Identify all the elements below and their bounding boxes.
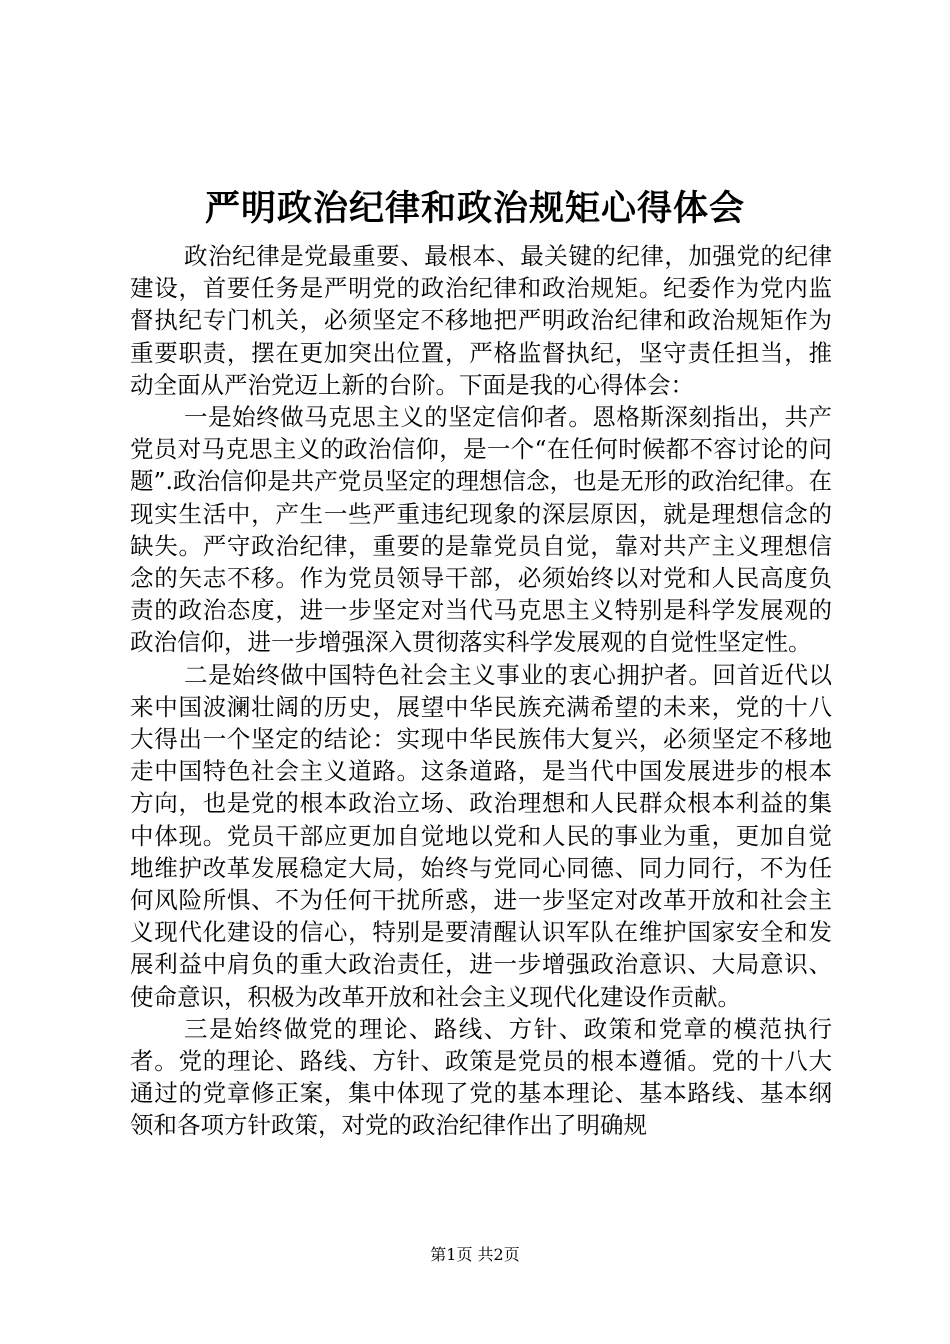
- document-body: [130, 240, 832, 1142]
- paragraph-point-one: 一是始终做马克思主义的坚定信仰者。恩格斯深刻指出，共产党员对马克思主义的政治信仰，是一个“在任何时候都不容讨论的问题”.政治信仰是共产党员坚定的理想信念，也是无形的政治纪律。在现实生活中，产生一些严重违纪现象的深层原因，就是理想信念的缺失。严守政治纪律，重要的是靠党员自觉，靠对共产主义理想信念的矢志不移。作为党员领导干部，必须始终以对党和人民高度负责的政治态度，进一步坚定对当代马克思主义特别是科学发展观的政治信仰，进一步增强深入贯彻落实科学发展观的自觉性坚定性。: [130, 403, 832, 657]
- paragraph-point-two: 二是始终做中国特色社会主义事业的衷心拥护者。回首近代以来中国波澜壮阔的历史，展望中华民族充满希望的未来，党的十八大得出一个坚定的结论：实现中华民族伟大复兴，必须坚定不移地走中国特色社会主义道路。这条道路，是当代中国发展进步的根本方向，也是党的根本政治立场、政治理想和人民群众根本利益的集中体现。党员干部应更加自觉地以党和人民的事业为重，更加自觉地维护改革发展稳定大局，始终与党同心同德、同力同行，不为任何风险所惧、不为任何干扰所惑，进一步坚定对改革开放和社会主义现代化建设的信心，特别是要清醒认识军队在维护国家安全和发展利益中肩负的重大政治责任，进一步增强政治意识、大局意识、使命意识，积极为改革开放和社会主义现代化建设作贡献。: [130, 660, 832, 1011]
- paragraph-point-three: 三是始终做党的理论、路线、方针、政策和党章的模范执行者。党的理论、路线、方针、政策是党员的根本遵循。党的十八大通过的党章修正案，集中体现了党的基本理论、基本路线、基本纲领和各项方针政策，对党的政治纪律作出了明确规: [130, 1014, 832, 1140]
- document-title: 严明政治纪律和政治规矩心得体会: [204, 188, 745, 229]
- paragraph-intro: 政治纪律是党最重要、最根本、最关键的纪律，加强党的纪律建设，首要任务是严明党的政治纪律和政治规矩。纪委作为党内监督执纪专门机关，必须坚定不移地把严明政治纪律和政治规矩作为重要职责，摆在更加突出位置，严格监督执纪，坚守责任担当，推动全面从严治党迈上新的台阶。下面是我的心得体会：: [130, 242, 832, 399]
- page-number-footer: 第1页 共2页: [430, 1245, 520, 1264]
